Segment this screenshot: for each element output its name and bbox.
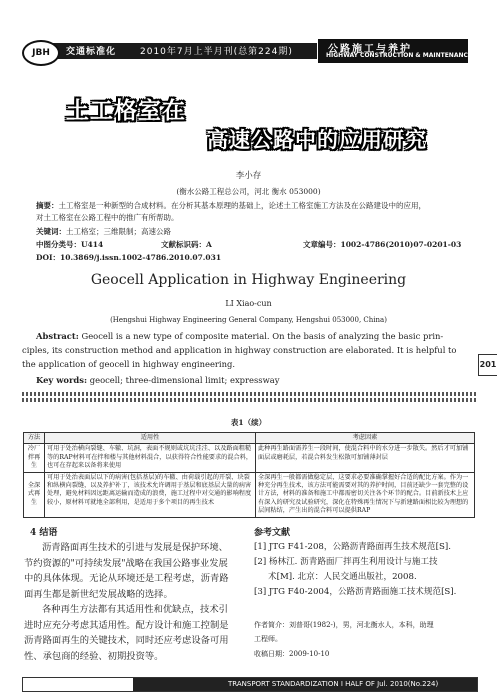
english-abstract-line-2: ciples, its construction method and application in highway construction are elaborated. It is helpful to bbox=[22, 345, 457, 355]
page-footer bbox=[22, 677, 478, 692]
conclusion-p1-line: 中的具体体现。无论从环境还是工程考虑，沥青路 bbox=[24, 573, 229, 584]
divider-bottom bbox=[22, 398, 476, 402]
english-keywords-text: geocell; three-dimensional limit; expressway bbox=[89, 375, 280, 385]
table-caption: 表1（续） bbox=[230, 418, 267, 427]
journal-name: 交通标准化 bbox=[66, 47, 117, 57]
document-code: 文献标识码：A bbox=[161, 240, 212, 249]
english-abstract-line-3: the application of geocell in highway engineering. bbox=[22, 359, 236, 369]
keywords-line bbox=[36, 227, 171, 237]
divider-top bbox=[22, 392, 476, 396]
english-abstract-label: Abstract: bbox=[36, 331, 79, 341]
article-title-line2: 高速公路中的应用研究 bbox=[207, 128, 427, 152]
conclusion-p1-line: 沥青路面再生技术的引进与发展是保护环境、 bbox=[42, 542, 228, 553]
author: 李小存 bbox=[235, 171, 262, 181]
reference-item: 术[M]. 北京：人民交通出版社，2008. bbox=[268, 572, 417, 582]
conclusion-p2-line: 沥青路面再生的关键技术，同时还应考虑设备可用 bbox=[24, 635, 229, 646]
conclusion-p1-line: 面再生都是新世纪发展战略的选择。 bbox=[24, 588, 173, 600]
section-badge bbox=[317, 38, 472, 64]
abstract-line-1 bbox=[36, 201, 426, 211]
journal-header bbox=[22, 40, 475, 62]
table-cell-applicability: 可用于处治横向裂缝、车辙、坑洞，表面不规则或坑坑洼洼、以及路面粗糙等的RAP材料可在拌和楼与其他材料混合，以获得符合性能要求的混合料，也可在存起来以备将来使用 bbox=[45, 444, 256, 472]
conclusion-p2-line: 性、承包商的经验、初期投资等。 bbox=[24, 650, 164, 662]
conclusion-p1-line: 节约资源的"可持续发展"战略在我国公路事业发展 bbox=[24, 557, 228, 569]
author-note: 作者简介：刘普哥(1982-)，男，河北衡水人，本科，助理 bbox=[254, 621, 434, 629]
keywords-label: 关键词： bbox=[36, 227, 66, 236]
section-en: HIGHWAY CONSTRUCTION & MAINTENANCE bbox=[326, 52, 472, 59]
conclusion-p2-line: 进时应充分考虑其适用性。配方设计和施工控制是 bbox=[24, 619, 229, 631]
english-keywords-label: Key words: bbox=[36, 375, 88, 385]
table-header-row bbox=[24, 433, 475, 444]
table-header-applicability: 适用性 bbox=[45, 433, 256, 444]
abstract-text-1: 土工格室是一种新型的合成材料。在分析其基本原理的基础上，论述土工格室施工方法及在公路建设中的应用， bbox=[58, 201, 426, 210]
english-abstract-line-1 bbox=[36, 331, 443, 342]
clc-number: 中图分类号：U414 bbox=[36, 240, 104, 249]
english-affiliation: (Hengshui Highway Engineering General Company, Hengshui 053000, China) bbox=[110, 316, 387, 324]
table-cell-considerations: 此种再生路面需养生一段时间，使混合料中的水分进一步散失。然后才可加铺面层或磨耗层，若混合料发生松散可加铺薄封层 bbox=[256, 444, 475, 472]
footer-text: TRANSPORT STANDARDIZATION I HALF OF Jul. 2010(No.224) bbox=[228, 680, 439, 688]
references-heading: 参考文献 bbox=[254, 528, 291, 538]
table-row bbox=[24, 472, 475, 517]
doi: DOI：10.3869/j.issn.1002-4786.2010.07.031 bbox=[36, 253, 222, 262]
abstract-line-2: 对土工格室在公路工程中的推广有所帮助。 bbox=[36, 213, 179, 222]
table-row bbox=[24, 444, 475, 472]
table-cell-method: 全深式再生 bbox=[24, 472, 45, 517]
references-list bbox=[254, 540, 476, 600]
page-number-tab: 201 bbox=[478, 354, 497, 376]
english-keywords-line bbox=[36, 375, 280, 386]
keywords-text: 土工格室；三维限制；高速公路 bbox=[66, 227, 171, 236]
issue-info: 2010年7月上半月刊(总第224期) bbox=[140, 47, 293, 57]
table-cell-method: 冷厂拌再生 bbox=[24, 444, 45, 472]
conclusion-heading: 4 结语 bbox=[30, 528, 58, 538]
english-title: Geocell Application in Highway Engineering bbox=[90, 272, 407, 288]
journal-logo: JBH bbox=[22, 40, 60, 66]
section-cn: 公路施工与养护 bbox=[328, 44, 412, 55]
reference-item: [1] JTG F41-208，公路沥青路面再生技术规范[S]. bbox=[254, 542, 451, 552]
article-title-line1: 土工格室在 bbox=[66, 98, 186, 124]
table-cell-considerations: 全深再生一般都需做稳定层，这要求必要准确掌握好合适的配比方案。作为一种充分再生技术，该方法可能需要对其的养护时间，目前还缺少一套完整的设计方法，材料的准备和施工中都需密切关注各个环节的配合。目前新技术上应有深入的研究及试验研究，深化在特殊再生情况下与新建路面相比较为理想的层间粘结，产生出的混合料可以提供RAP bbox=[256, 472, 475, 517]
author-note-cont: 工程师。 bbox=[254, 635, 282, 643]
article-number: 文章编号：1002-4786(2010)07-0201-03 bbox=[303, 240, 462, 249]
conclusion-paragraph-1 bbox=[24, 540, 242, 664]
english-abstract-text-1: Geocell is a new type of composite material. On the basis of analyzing the basic prin- bbox=[81, 331, 444, 341]
english-author: LI Xiao-cun bbox=[225, 299, 272, 308]
table-header-considerations: 考虑因素 bbox=[256, 433, 475, 444]
reference-item: [2] 杨林江. 沥青路面厂拌再生利用设计与施工技 bbox=[254, 557, 438, 567]
table-cell-applicability: 可用于处治表面层以下的病害(包括基层)的车辙、由荷载引起的开裂、块裂和纵横向裂缝，以及养护补丁，该技术允许调用于基层和底基层大量的病害处理，避免材料因远距离运输而造成的浪费，施工过程中对交通的影响程度较小，原材料可就地全部利用，是适用于多个项目的再生技术 bbox=[45, 472, 256, 517]
conclusion-p2-line: 各种再生方法都有其适用性和优缺点，技术引 bbox=[42, 604, 228, 615]
data-table bbox=[23, 432, 475, 518]
abstract-label: 摘要： bbox=[36, 201, 59, 210]
reference-item: [3] JTG F40-2004，公路沥青路面施工技术规范[S]. bbox=[254, 587, 457, 597]
received-date: 收稿日期：2009-10-10 bbox=[254, 650, 330, 658]
table-header-method: 方法 bbox=[24, 433, 45, 444]
affiliation: (衡水公路工程总公司，河北 衡水 053000) bbox=[176, 187, 321, 196]
